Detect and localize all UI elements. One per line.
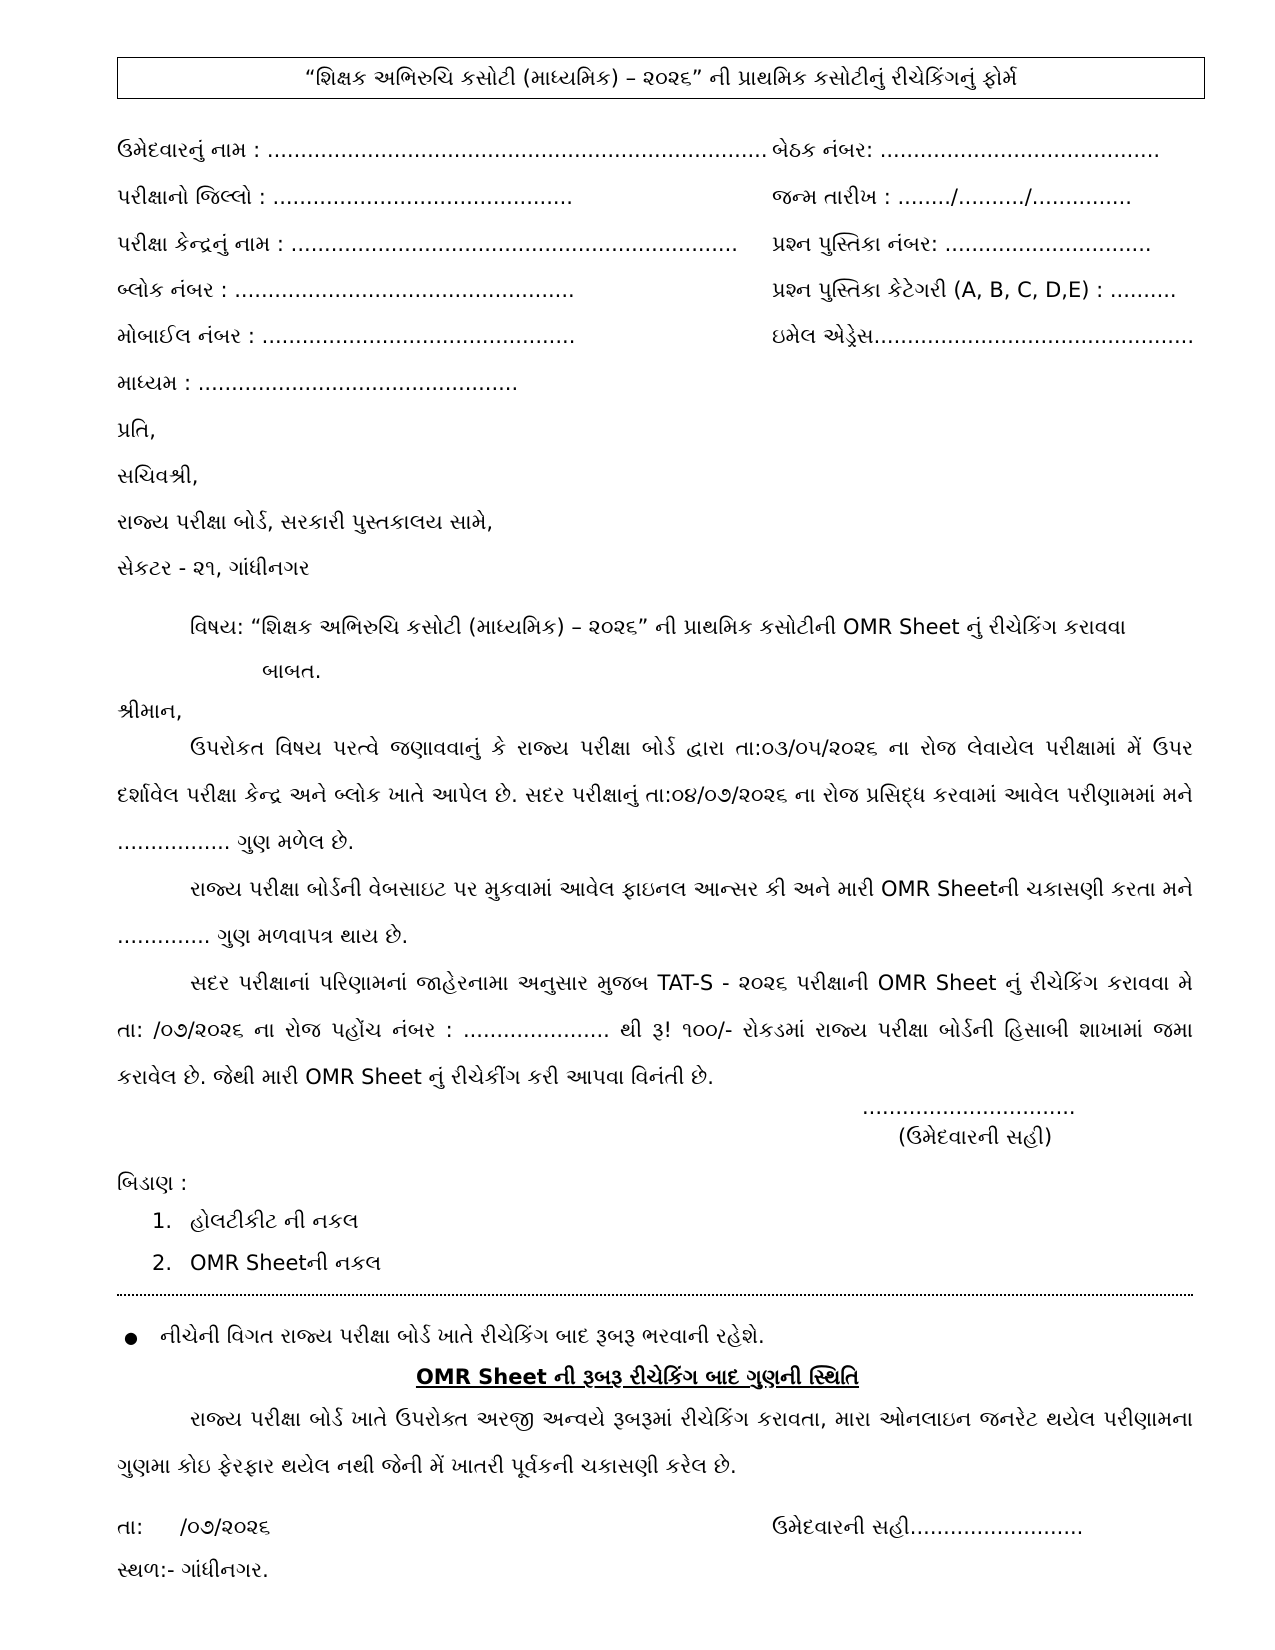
field-booklet-number: પ્રશ્ન પુસ્તિકા નંબર: ............................... [772,232,1152,256]
field-medium: માધ્યમ : ................................................ [117,371,519,395]
date-label: તા: [117,1515,144,1539]
body-paragraph-1: ઉપરોકત વિષય પરત્વે જણાવવાનું કે રાજ્ય પરીક્ષા બોર્ડ દ્વારા તા:૦૩/૦૫/૨૦૨૬ ના રોજ લેવાયેલ પરીક્ષામાં મેં ઉપર દર્શાવેલ પરીક્ષા કેન્દ્ર અને બ્લોક ખાતે આપેલ છે. સદર પરીક્ષાનું તા:૦૪/૦૭/૨૦૨૬ ના રોજ પ્રસિદ્ધ કરવામાં આવેલ પરીણામમાં મને ................. ગુણ મળેલ છે. [117,736,1193,854]
section-heading: OMR Sheet ની રૂબરૂ રીચેકિંગ બાદ ગુણની સ્થિતિ [415,1365,860,1389]
separator-dotted-line [117,1294,1193,1296]
enclosure-item: OMR Sheetની નકલ [190,1251,382,1275]
place: સ્થળ:- ગાંધીનગર. [117,1558,269,1582]
address-sector: સેકટર - ૨૧, ગાંધીનગર [117,556,310,580]
field-mobile-number: મોબાઈલ નંબર : ............................................... [117,324,576,348]
enclosure-number: 2. [152,1251,173,1275]
field-exam-centre: પરીક્ષા કેન્દ્રનું નામ : ................................................................... [117,232,738,256]
salutation: શ્રીમાન, [117,699,183,723]
field-seat-number: બેઠક નંબર: .......................................... [772,138,1161,162]
subject-line-cont: બાબત. [262,659,322,683]
date-value: /૦૭/૨૦૨૬ [180,1515,271,1539]
enclosure-label: બિડાણ : [117,1171,188,1195]
body-paragraph-4: રાજ્ય પરીક્ષા બોર્ડ ખાતે ઉપરોક્ત અરજી અન્વયે રૂબરૂમાં રીચેકિંગ કરાવતા, મારા ઓનલાઇન જનરેટ થયેલ પરીણામના ગુણમા કોઇ ફેરફાર થયેલ નથી જેની મેં ખાતરી પૂર્વકની ચકાસણી કરેલ છે. [117,1407,1193,1478]
subject-line: વિષય: “શિક્ષક અભિરુચિ કસોટી (માધ્યમિક) – ૨૦૨૬” ની પ્રાથમિક કસોટીની OMR Sheet નું રીચેકિંગ કરાવવા [190,615,1127,639]
bottom-signature: ઉમેદવારની સહી.......................... [772,1515,1084,1539]
enclosure-item: હોલટીકીટ ની નકલ [190,1209,359,1233]
field-exam-district: પરીક્ષાનો જિલ્લો : ............................................. [117,185,573,209]
form-title: “શિક્ષક અભિરુચિ કસોટી (માધ્યમિક) – ૨૦૨૬” ની પ્રાથમિક કસોટીનું રીચેકિંગનું ફોર્મ [117,57,1205,99]
note-text: નીચેની વિગત રાજ્ય પરીક્ષા બોર્ડ ખાતે રીચેકિંગ બાદ રૂબરૂ ભરવાની રહેશે. [160,1324,765,1348]
body-paragraph-3: સદર પરીક્ષાનાં પરિણામનાં જાહેરનામા અનુસાર મુજબ TAT-S - ૨૦૨૬ પરીક્ષાની OMR Sheet નું રીચેકિંગ કરાવવા મે તા: /૦૭/૨૦૨૬ ના રોજ પહોંચ નંબર : ...................... થી રૂ! ૧૦૦/- રોકડમાં રાજ્ય પરીક્ષા બોર્ડની હિસાબી શાખામાં જમા કરાવેલ છે. જેથી મારી OMR Sheet નું રીચેકીંગ કરી આપવા વિનંતી છે. [117,971,1193,1089]
field-block-number: બ્લોક નંબર : ................................................... [117,278,575,302]
body-paragraph-2: રાજ્ય પરીક્ષા બોર્ડની વેબસાઇટ પર મુકવામાં આવેલ ફાઇનલ આન્સર કી અને મારી OMR Sheetની ચકાસણી કરતા મને .............. ગુણ મળવાપત્ર થાય છે. [117,877,1193,948]
field-candidate-name: ઉમેદવારનું નામ : ........................................................................... [117,138,768,162]
signature-label: (ઉમેદવારની સહી) [898,1125,1053,1149]
field-email: ઇમેલ એડ્રેસ................................................ [772,324,1194,348]
enclosure-number: 1. [152,1209,173,1233]
field-booklet-category: પ્રશ્ન પુસ્તિકા કેટેગરી (A, B, C, D,E) : .......... [772,278,1177,302]
bullet-icon: ● [124,1328,138,1347]
field-birth-date: જન્મ તારીખ : ......../........../............... [772,185,1132,209]
signature-dots: ................................ [862,1095,1076,1119]
address-secretary: સચિવશ્રી, [117,464,199,488]
address-to: પ્રતિ, [117,418,156,442]
address-board: રાજ્ય પરીક્ષા બોર્ડ, સરકારી પુસ્તકાલય સામે, [117,510,494,534]
